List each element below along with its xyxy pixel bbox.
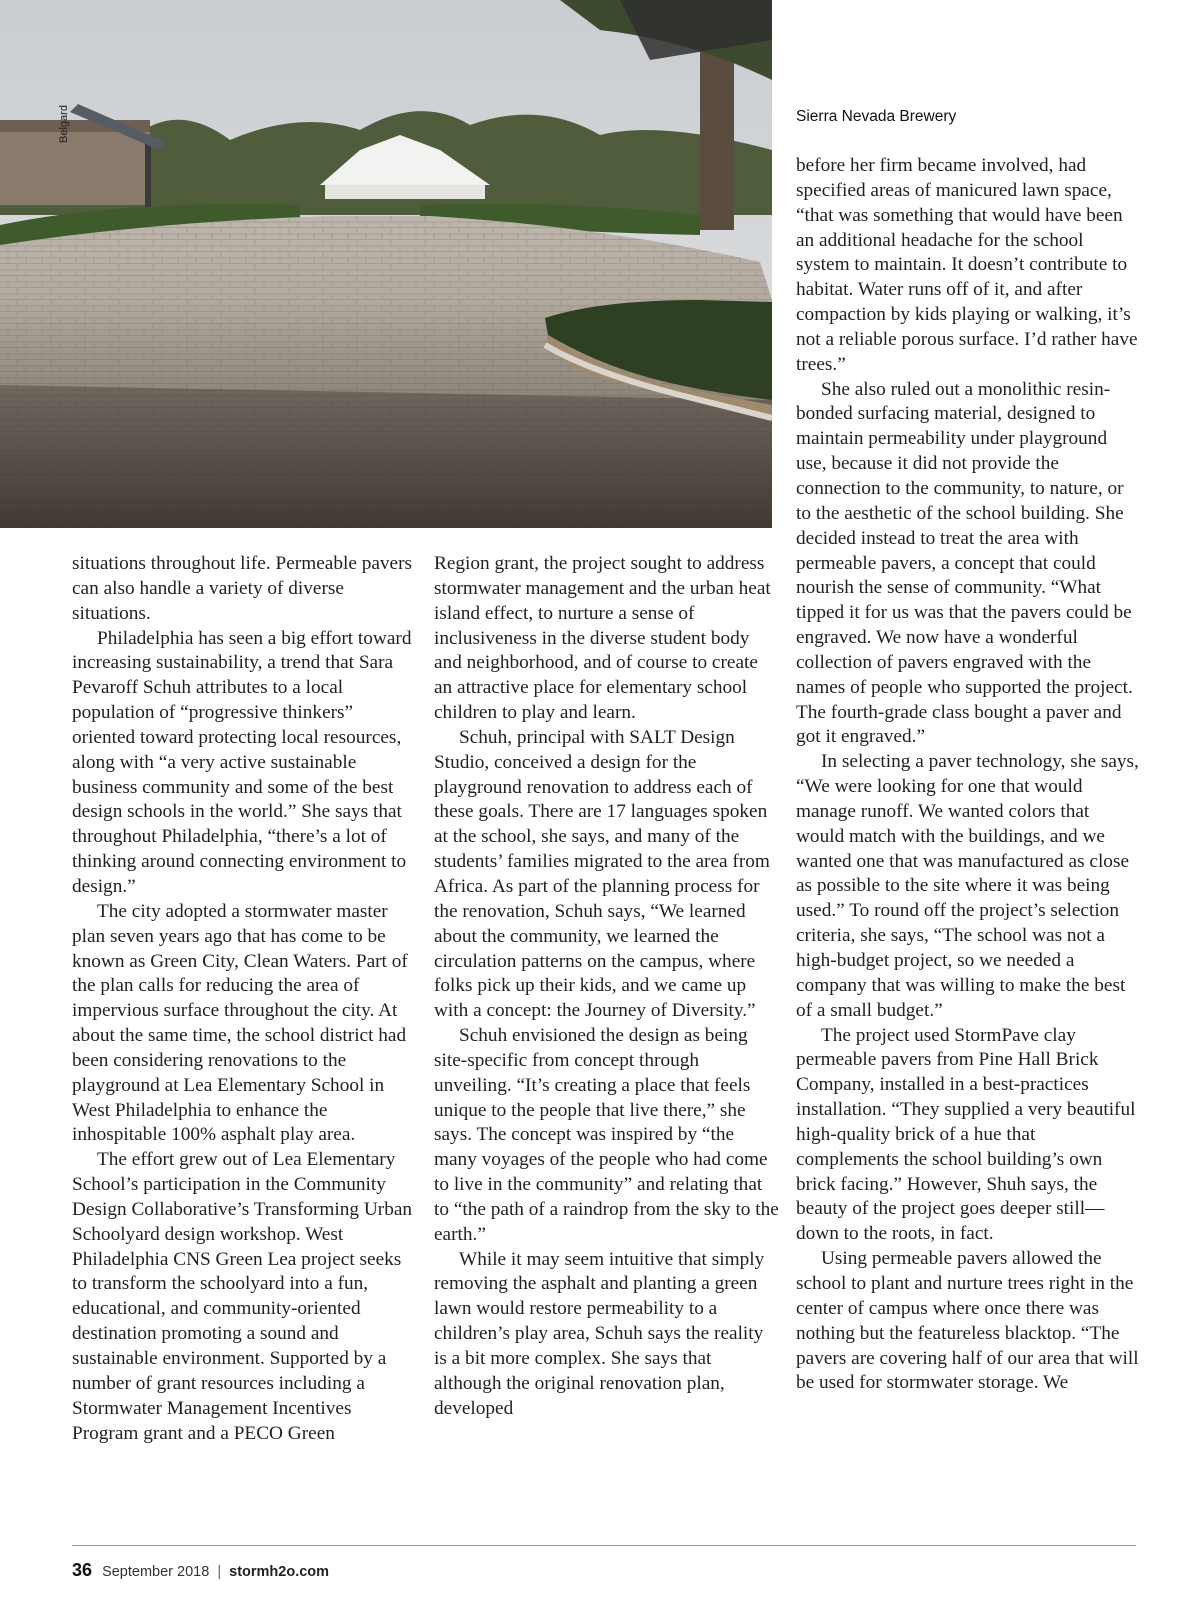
article-paragraph: Using permeable pavers allowed the school to plant and nurture trees right in the center of campus where once there was nothing but the featureless blacktop. “The pavers are covering half of our area that will be used for stormwater storage. We [796,1248,1139,1394]
brewery-plaza-image [0,0,772,528]
article-paragraph: The city adopted a stormwater master plan seven years ago that has come to be known as Green City, Clean Waters. Part of the plan calls for reducing the area of impervious surface throughout the city. At about the same time, the school district had been considering renovations to the playground at Lea Elementary School in West Philadelphia to enhance the inhospitable 100% asphalt play area. [72,900,408,1146]
article-paragraph: Schuh, principal with SALT Design Studio, conceived a design for the playground renovation to address each of these goals. There are 17 languages spoken at the school, she says, and many of the students’ families migrated to the area from Africa. As part of the planning process for the renovation, Schuh says, “We learned about the community, we learned the circulation patterns on the campus, where folks pick up their kids, and we came up with a concept: the Journey of Diversity.” [434,726,770,1022]
article-paragraph: Philadelphia has seen a big effort toward increasing sustainability, a trend that Sara Pevaroff Schuh attributes to a local population of “progressive thinkers” oriented toward protecting local resources, along with “a very active sustainable business community and some of the best design schools in the world.” She says that throughout Philadelphia, “there’s a lot of thinking around connecting environment to design.” [72,627,412,897]
article-paragraph: While it may seem intuitive that simply removing the asphalt and planting a green lawn would restore permeability to a children’s play area, Schuh says the reality is a bit more complex. She says that although the original renovation plan, developed [434,1248,765,1419]
issue-date: September 2018 [102,1564,210,1580]
feature-photo [0,0,772,528]
footer-rule [72,1545,1136,1546]
article-paragraph: Region grant, the project sought to address stormwater management and the urban heat island effect, to nurture a sense of inclusiveness in the diverse student body and neighborhood, and of course to create an attractive place for elementary school children to play and learn. [434,553,771,724]
article-paragraph: before her firm became involved, had specified areas of manicured lawn space, “that was something that would have been an additional headache for the school system to maintain. It doesn’t contribute to habitat. Water runs off of it, and after compaction by kids playing or walking, it’s not a reliable porous surface. I’d rather have trees.” [796,155,1138,375]
article-paragraph: The effort grew out of Lea Elementary School’s participation in the Community Design Collaborative’s Transforming Urban Schoolyard design workshop. West Philadelphia CNS Green Lea project seeks to transform the schoolyard into a fun, educational, and community-oriented destination promoting a sound and sustainable environment. Supported by a number of grant resources including a Stormwater Management Incentives Program grant and a PECO Green [72,1149,413,1444]
article-paragraph: situations throughout life. Permeable pavers can also handle a variety of diverse situations. [72,553,413,624]
site-link[interactable]: stormh2o.com [229,1564,330,1580]
page-number: 36 [72,1560,93,1580]
article-paragraph: Schuh envisioned the design as being site-specific from concept through unveiling. “It’s creating a place that feels unique to the people that live there,” she says. The concept was inspired by “the many voyages of the people who had come to live in the community” and relating that to “the path of a raindrop from the sky to the earth.” [434,1025,779,1245]
article-column-1 [72,552,417,1446]
article-column-3 [796,154,1141,1396]
article-paragraph: In selecting a paver technology, she says, “We were looking for one that would manage runoff. We wanted colors that would match with the buildings, and we wanted one that was manufactured as close as possible to the site where it was being used.” To round off the project’s selection criteria, she says, “The school was not a high-budget project, so we needed a company that was willing to make the best of a small budget.” [796,751,1139,1021]
article-paragraph: The project used StormPave clay permeable pavers from Pine Hall Brick Company, installed in a best-practices installation. “They supplied a very beautiful high-quality brick of a hue that complements the school building’s own brick facing.” However, Shuh says, the beauty of the project goes deeper still—down to the roots, in fact. [796,1024,1136,1245]
article-paragraph: She also ruled out a monolithic resin-bonded surfacing material, designed to maintain permeability under playground use, because it did not provide the connection to the community, to nature, or to the aesthetic of the school building. She decided instead to treat the area with permeable pavers, a concept that could nourish the sense of community. “What tipped it for us was that the pavers could be engraved. We now have a wonderful collection of pavers engraved with the names of people who supported the project. The fourth-grade class bought a paver and got it engraved.” [796,378,1133,748]
photo-caption: Sierra Nevada Brewery [796,108,957,125]
photo-credit-text: Belgard [58,105,70,143]
photo-credit [54,104,74,144]
page-footer [72,1560,329,1581]
article-column-2 [434,552,779,1422]
footer-separator: | [217,1564,222,1580]
